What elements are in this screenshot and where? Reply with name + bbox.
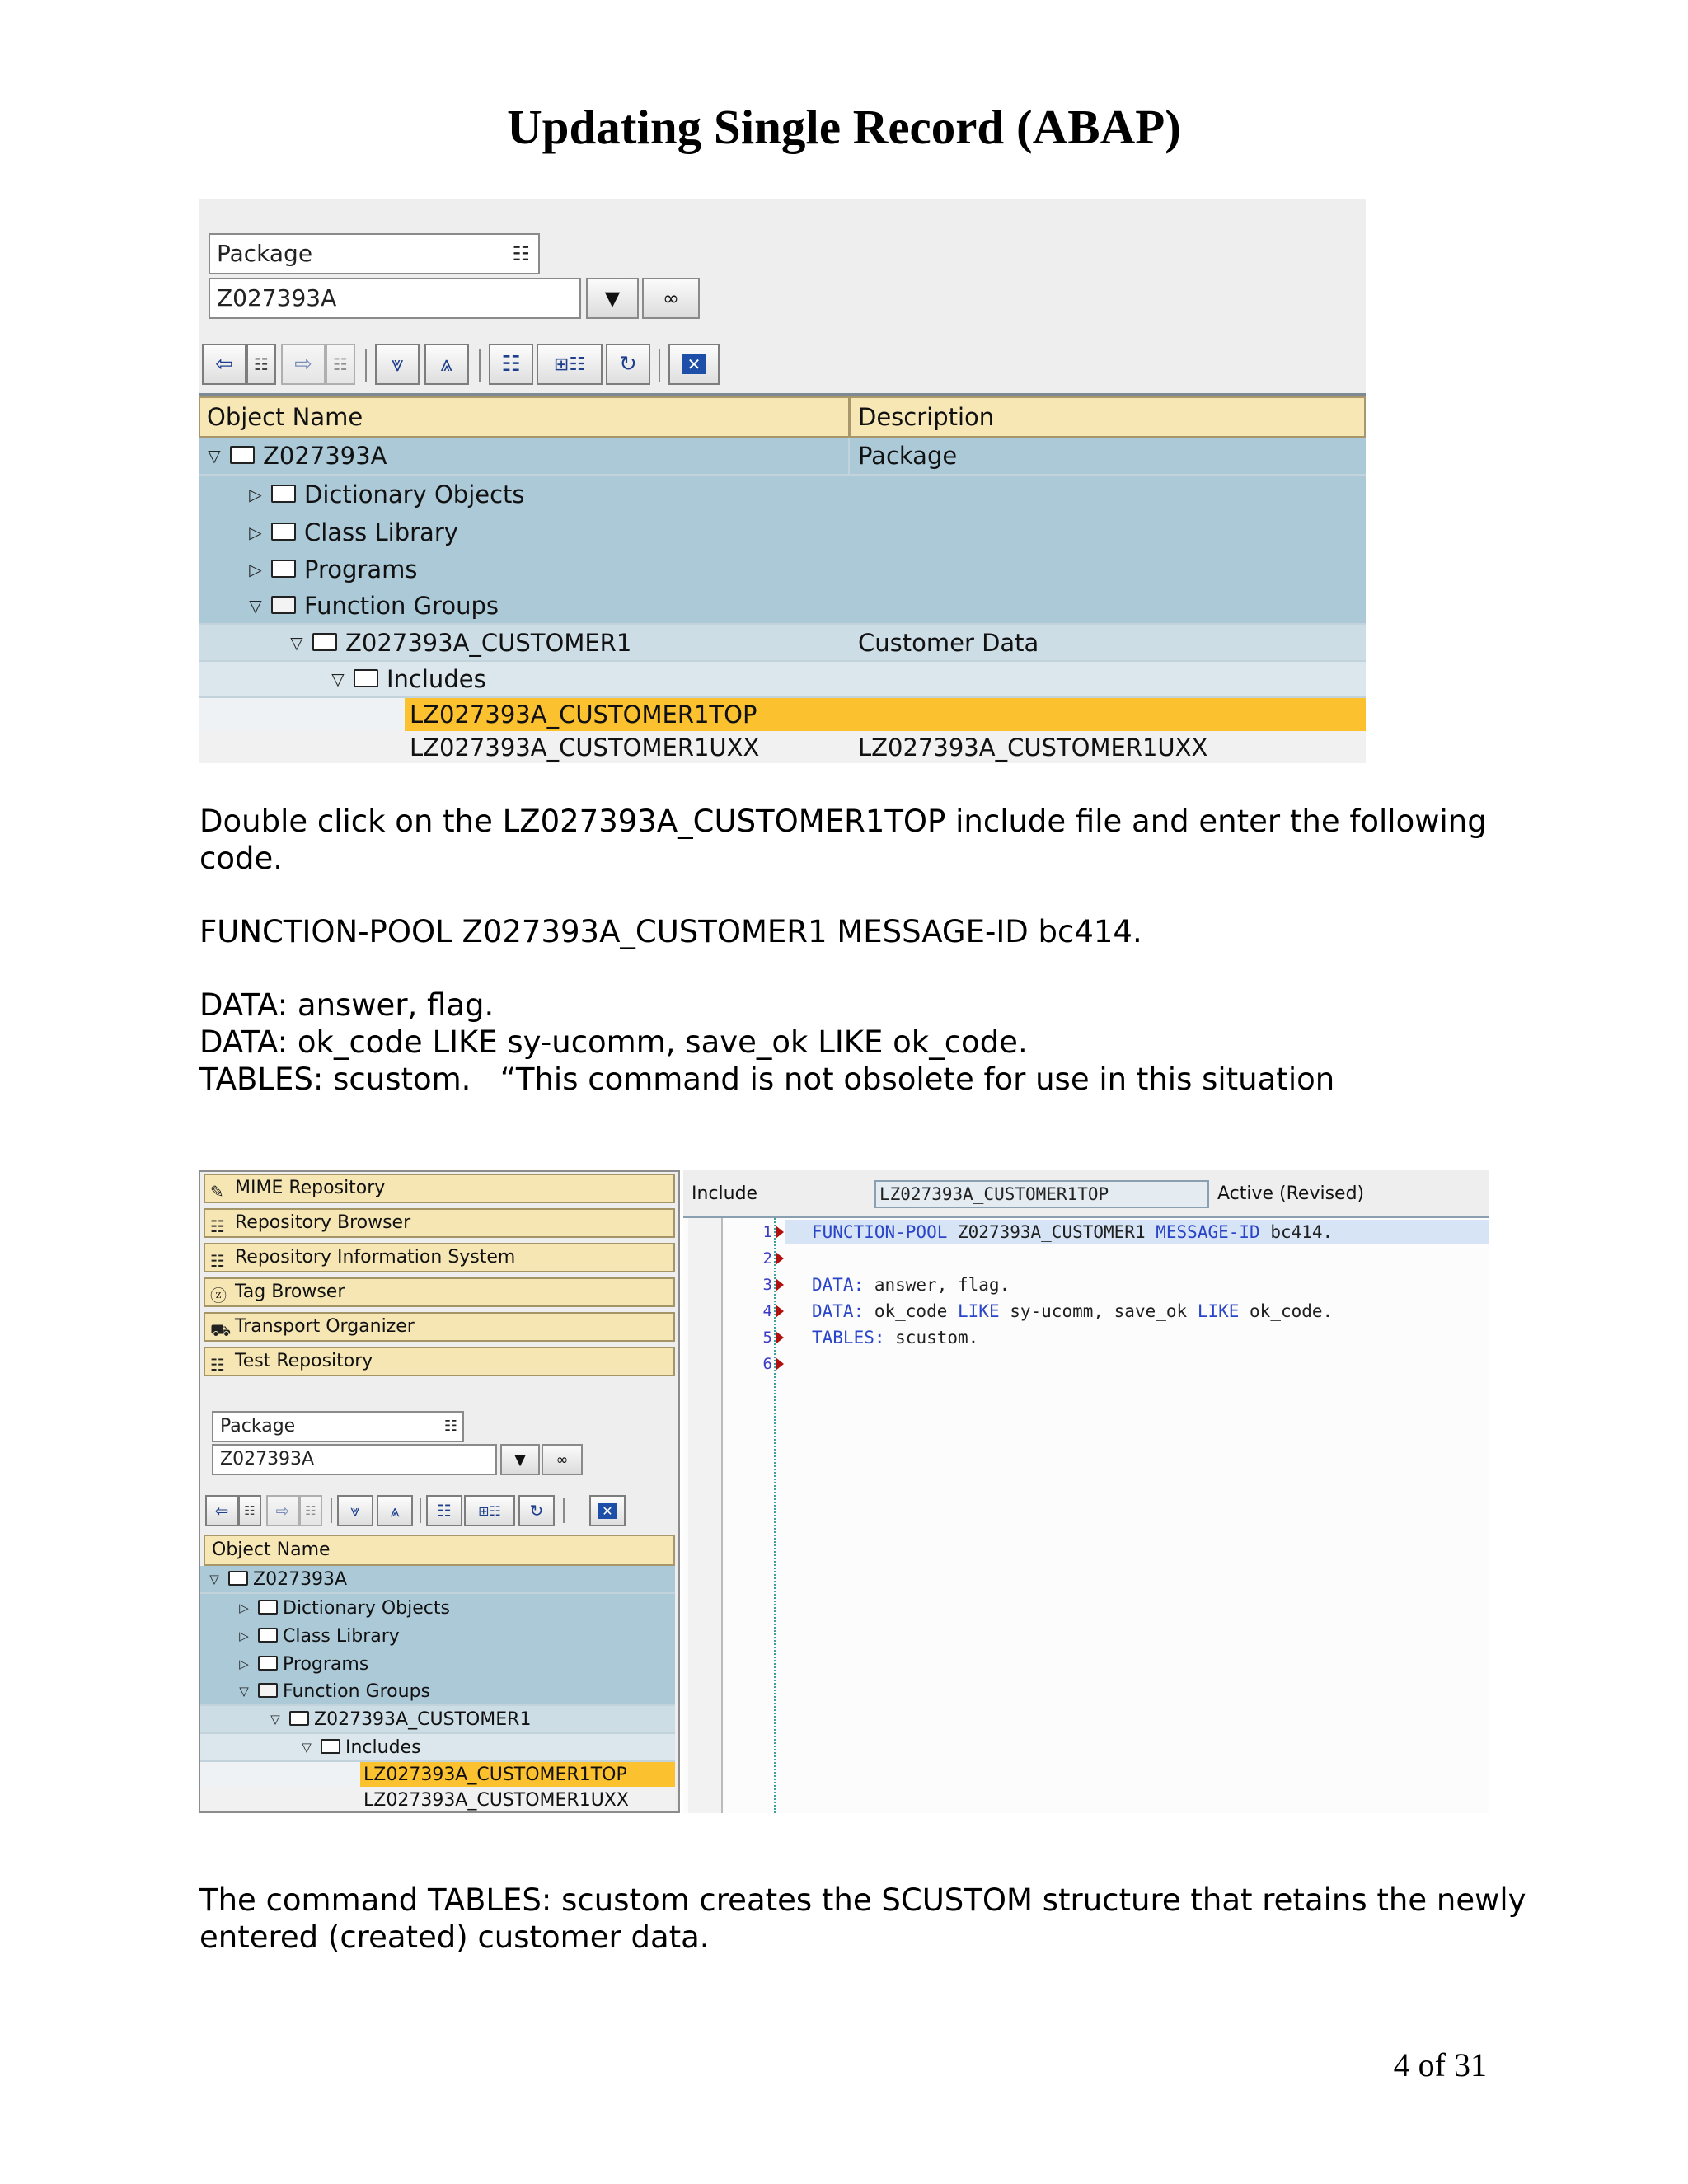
keyword: MESSAGE-ID [1156,1222,1260,1242]
back-button[interactable] [205,1495,238,1526]
tree-label: LZ027393A_CUSTOMER1UXX [410,733,760,762]
forward-button[interactable] [266,1495,299,1526]
tree-row[interactable] [199,438,1366,476]
folder-icon [258,1656,278,1671]
arrow-right-icon: ⇨ [294,352,312,377]
nav-label: Test Repository [235,1351,373,1371]
nav-label: Transport Organizer [235,1316,415,1337]
workbench-navigator-screenshot [199,1170,680,1813]
code-line-4[interactable] [812,1301,1333,1322]
collapse-all-button[interactable] [424,344,469,385]
expand-triangle-icon[interactable]: ▷ [249,522,262,542]
hierarchy-button[interactable] [489,344,533,385]
tree-row[interactable] [200,1622,675,1650]
back-list-button[interactable] [238,1495,261,1526]
back-list-button[interactable] [246,344,276,385]
edit-icon: ✎ [210,1182,224,1202]
test-icon: ☷ [210,1355,225,1375]
toolbar-divider [365,349,367,382]
tree-label: Z027393A [253,1568,348,1590]
tree-row-selected[interactable] [200,1762,675,1787]
line-marker-icon [776,1252,784,1265]
hierarchy-icon: ☷ [437,1501,452,1521]
nav-test-repository[interactable] [204,1347,675,1376]
nav-mime-repository[interactable] [204,1174,675,1203]
list-icon: ☷ [254,354,269,374]
column-description[interactable]: Description [850,396,1366,438]
nav-repository-info-system[interactable] [204,1243,675,1272]
line-number: 2 [762,1249,772,1268]
editor-gutter [688,1218,723,1813]
tree-description [850,698,1366,731]
chevron-down-icon: ▼ [514,1451,526,1469]
tree-row[interactable] [200,1706,675,1734]
code-line-3[interactable] [812,1274,1010,1296]
expand-icon: ⩔ [350,1501,360,1521]
code-text: sy-ucomm, save_ok [999,1301,1198,1321]
open-folder-icon [271,596,296,614]
arrow-left-icon: ⇦ [215,352,233,377]
refresh-button[interactable] [518,1495,555,1526]
tree-label: LZ027393A_CUSTOMER1UXX [363,1789,629,1811]
tree-description: Customer Data [858,628,1039,657]
folder-icon [258,1600,278,1615]
page-title: Updating Single Record (ABAP) [507,100,1181,154]
display-glasses-button[interactable] [542,1444,583,1475]
page-number: 4 of 31 [1393,2046,1487,2083]
code-line: FUNCTION-POOL Z027393A_CUSTOMER1 MESSAGE-ID bc414. [199,914,1142,949]
keyword: LIKE [958,1301,1000,1321]
close-button[interactable] [589,1495,626,1526]
code-text: bc414. [1259,1222,1334,1242]
collapse-triangle-icon[interactable]: ▽ [290,632,303,653]
code-text: answer, flag. [864,1275,1010,1295]
toolbar-divider [479,349,481,382]
header-separator [199,393,1366,396]
display-object-list-button[interactable] [537,344,603,385]
tag-icon: ⓩ [210,1286,227,1305]
nav-label: Tag Browser [235,1282,345,1302]
forward-list-button[interactable] [326,344,355,385]
collapse-triangle-icon[interactable]: ▽ [270,1712,280,1727]
expand-triangle-icon[interactable]: ▷ [249,485,262,504]
refresh-icon: ↻ [619,352,637,377]
glasses-icon: ∞ [663,287,679,310]
object-list-icon: ⊞☷ [553,354,586,375]
line-marker-icon [776,1226,784,1239]
code-line: DATA: ok_code LIKE sy-ucomm, save_ok LIKE ok_code. [199,1024,1028,1060]
code-line: TABLES: scustom. “This command is not obsolete for use in this situation [199,1062,1335,1097]
folder-icon [271,560,296,578]
folder-icon [271,485,296,503]
display-object-list-button[interactable] [464,1495,515,1526]
object-type-value: Package [220,1416,296,1436]
folder-icon [321,1739,340,1754]
tree-label: Z027393A [263,442,387,470]
status-label: Active (Revised) [1217,1183,1365,1204]
folder-icon [230,446,255,464]
tree-label: Dictionary Objects [304,480,525,509]
open-folder-icon [258,1683,278,1698]
toolbar-divider [659,349,660,382]
object-type-value: Package [217,240,313,267]
tree-label: Programs [283,1653,369,1675]
toolbar-divider [420,1498,421,1523]
abap-editor-screenshot [683,1170,1489,1813]
expand-triangle-icon[interactable]: ▷ [249,559,262,579]
expand-triangle-icon[interactable]: ▷ [239,1601,249,1615]
line-number: 4 [762,1302,772,1320]
line-number: 6 [762,1355,772,1373]
folder-icon [228,1571,248,1586]
object-type-select[interactable] [209,233,540,274]
info-system-icon: ☷ [210,1251,225,1271]
tree-label: Z027393A_CUSTOMER1 [345,628,632,657]
close-icon: ✕ [598,1503,616,1519]
tree-label: Z027393A_CUSTOMER1 [314,1708,532,1730]
tree-row[interactable] [200,1594,675,1622]
nav-tag-browser[interactable] [204,1277,675,1307]
tree-label: LZ027393A_CUSTOMER1TOP [360,1762,675,1787]
keyword: FUNCTION-POOL [812,1222,948,1242]
line-marker-icon [776,1357,784,1371]
keyword: DATA: [812,1301,865,1321]
folder-icon [289,1711,309,1726]
intro-paragraph: Double click on the LZ027393A_CUSTOMER1TOP include file and enter the following code. [199,804,1497,876]
line-marker-icon [776,1305,784,1318]
refresh-icon: ↻ [529,1501,544,1521]
expand-icon: ⩔ [391,351,404,377]
line-number: 3 [762,1276,772,1294]
code-text: ok_code [864,1301,959,1321]
tree-label: Dictionary Objects [283,1597,450,1619]
keyword: TABLES: [812,1328,885,1347]
collapse-icon: ⩓ [440,351,453,377]
hierarchy-button[interactable] [426,1495,462,1526]
expand-triangle-icon[interactable]: ▷ [239,1657,249,1671]
tree-row[interactable] [199,625,1366,662]
tree-row[interactable] [199,731,1366,763]
tree-row-selected[interactable] [199,698,1366,731]
tree-label: Includes [387,665,486,693]
tree-row[interactable] [199,588,1366,625]
nav-transport-organizer[interactable] [204,1312,675,1342]
tree-row[interactable] [199,476,1366,513]
code-text: Z027393A_CUSTOMER1 [947,1222,1156,1242]
list-icon: ☷ [333,354,348,374]
arrow-left-icon: ⇦ [214,1501,229,1521]
nav-repository-browser[interactable] [204,1208,675,1238]
forward-list-button[interactable] [299,1495,322,1526]
tree-row[interactable] [200,1650,675,1678]
expand-all-button[interactable] [337,1495,373,1526]
folder-icon [354,669,378,687]
list-icon: ☷ [512,242,530,265]
refresh-button[interactable] [606,344,650,385]
tree-row[interactable] [200,1566,675,1594]
object-type-select[interactable] [212,1411,464,1442]
back-button[interactable] [202,344,246,385]
folder-icon [271,523,296,541]
truck-icon: ⛟ [210,1320,232,1340]
forward-button[interactable] [281,344,326,385]
code-text: ok_code. [1239,1301,1334,1321]
tree-row[interactable] [199,551,1366,588]
dropdown-arrow-button[interactable] [500,1444,540,1475]
object-name-input[interactable]: Z027393A [209,278,581,319]
arrow-right-icon: ⇨ [275,1501,290,1521]
collapse-triangle-icon[interactable]: ▽ [249,595,262,616]
collapse-triangle-icon[interactable]: ▽ [209,1572,219,1586]
list-icon: ☷ [244,1503,256,1518]
tree-label: Includes [345,1736,421,1758]
tree-description: LZ027393A_CUSTOMER1UXX [858,733,1208,762]
tree-label: LZ027393A_CUSTOMER1TOP [405,698,850,731]
object-list-icon: ⊞☷ [478,1502,501,1519]
tree-row[interactable] [199,662,1366,698]
hierarchy-icon: ☷ [210,1216,225,1236]
folder-icon [258,1628,278,1643]
collapse-triangle-icon[interactable]: ▽ [302,1740,312,1755]
tree-label: Class Library [283,1625,400,1647]
line-number: 1 [762,1223,772,1241]
tree-label: Class Library [304,518,458,546]
column-object-name[interactable]: Object Name [199,396,850,438]
code-text: scustom. [884,1328,979,1347]
close-button[interactable] [668,344,720,385]
toolbar-divider [563,1498,565,1523]
nav-label: Repository Browser [235,1212,411,1233]
keyword: DATA: [812,1275,865,1295]
collapse-all-button[interactable] [377,1495,413,1526]
list-icon: ☷ [443,1418,457,1435]
code-line: DATA: answer, flag. [199,987,495,1023]
repository-browser-screenshot [199,199,1366,763]
collapse-triangle-icon[interactable]: ▽ [331,669,345,689]
collapse-triangle-icon[interactable]: ▽ [208,446,221,466]
nav-label: Repository Information System [235,1247,516,1268]
chevron-down-icon: ▼ [604,287,621,310]
collapse-triangle-icon[interactable]: ▽ [239,1684,249,1699]
toolbar-divider [331,1498,332,1523]
display-glasses-button[interactable] [642,278,700,319]
dropdown-arrow-button[interactable] [586,278,639,319]
tree-label: Function Groups [304,591,499,620]
object-name-input[interactable]: Z027393A [212,1444,497,1475]
tree-row[interactable] [200,1678,675,1706]
close-icon: ✕ [682,354,706,374]
tree-row[interactable] [199,513,1366,551]
hierarchy-icon: ☷ [501,352,521,377]
code-line-1[interactable] [812,1221,1333,1243]
line-marker-icon [776,1278,784,1291]
line-marker-icon [776,1331,784,1344]
glasses-icon: ∞ [556,1451,569,1469]
outro-paragraph: The command TABLES: scustom creates the SCUSTOM structure that retains the newly entered (created) customer data. [199,1882,1536,1955]
tree-description: Package [858,442,958,470]
folder-icon [312,633,337,651]
code-line-5[interactable] [812,1327,978,1348]
include-name-field[interactable]: LZ027393A_CUSTOMER1TOP [874,1180,1209,1208]
expand-triangle-icon[interactable]: ▷ [239,1629,249,1643]
expand-all-button[interactable] [375,344,420,385]
nav-label: MIME Repository [235,1178,386,1198]
tree-label: Programs [304,555,418,583]
tree-row[interactable] [200,1734,675,1762]
collapse-icon: ⩓ [390,1501,400,1521]
tree-row[interactable] [200,1787,675,1813]
keyword: LIKE [1197,1301,1240,1321]
include-label: Include [692,1183,758,1204]
header-divider [683,1216,1489,1218]
tree-label: Function Groups [283,1680,431,1702]
column-object-name[interactable]: Object Name [204,1535,675,1566]
list-icon: ☷ [305,1503,316,1518]
line-number: 5 [762,1329,772,1347]
